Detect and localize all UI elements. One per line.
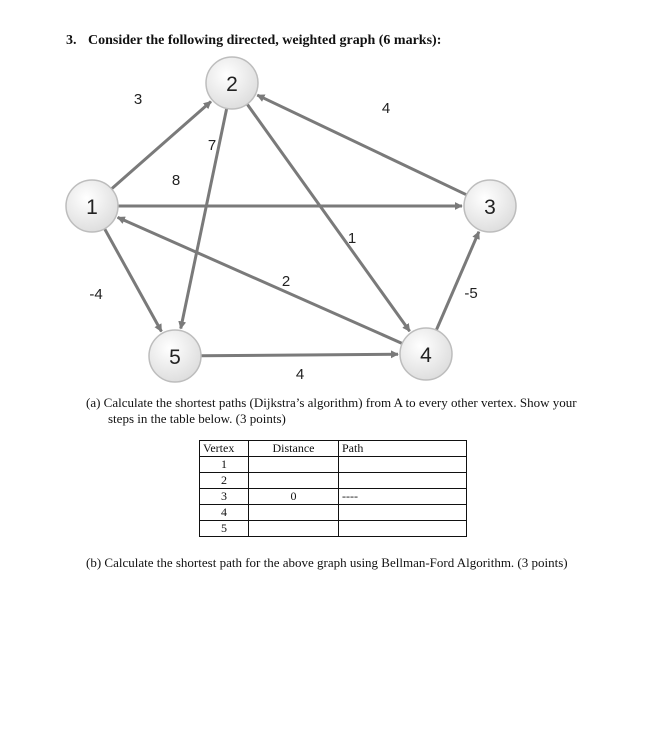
part-b: (b) Calculate the shortest path for the above graph using Bellman-Ford Algorithm. (3 points): [86, 555, 568, 570]
node-5: [149, 330, 201, 382]
header-path: Path: [339, 441, 467, 457]
node-label: 1: [86, 196, 98, 219]
edge-weight-4-to-1: 2: [281, 273, 291, 290]
edge-3-to-2: [257, 95, 466, 195]
edge-4-to-3: [436, 232, 479, 330]
node-label: 3: [484, 196, 496, 219]
cell-vertex: 3: [200, 489, 249, 505]
edge-1-to-5: [105, 229, 162, 332]
cell-path[interactable]: [339, 505, 467, 521]
edge-4-to-1: [118, 217, 403, 343]
table-header-row: [200, 441, 467, 457]
cell-vertex: 2: [200, 473, 249, 489]
header-vertex: Vertex: [200, 441, 249, 457]
node-2: [206, 57, 258, 109]
edge-weight-3-to-2: 4: [381, 100, 391, 117]
edge-5-to-4: [201, 354, 398, 356]
question-text: Consider the following directed, weighted graph (6 marks):: [88, 33, 442, 48]
cell-distance[interactable]: [249, 521, 339, 537]
question-number: 3.: [66, 33, 77, 48]
cell-distance[interactable]: 0: [249, 489, 339, 505]
table-row: [200, 489, 467, 505]
cell-vertex: 5: [200, 521, 249, 537]
table-row: [200, 505, 467, 521]
cell-vertex: 1: [200, 457, 249, 473]
cell-distance[interactable]: [249, 457, 339, 473]
dijkstra-table: [199, 440, 467, 537]
part-a-line1: (a) Calculate the shortest paths (Dijkstra’s algorithm) from A to every other vertex. Show your: [86, 395, 577, 410]
edge-weight-1-to-3: 8: [171, 172, 181, 189]
edge-1-to-2: [112, 101, 211, 188]
node-1: [66, 180, 118, 232]
table-row: [200, 457, 467, 473]
edge-weight-5-to-4: 4: [295, 366, 305, 383]
cell-path[interactable]: [339, 521, 467, 537]
cell-distance[interactable]: [249, 473, 339, 489]
node-label: 2: [226, 73, 238, 96]
edge-weight-2-to-4: 1: [347, 230, 357, 247]
cell-path[interactable]: ----: [339, 489, 467, 505]
part-a-line2: steps in the table below. (3 points): [108, 411, 286, 426]
header-distance: Distance: [249, 441, 339, 457]
edge-weight-4-to-3: -5: [464, 285, 478, 302]
edge-weight-1-to-5: -4: [89, 286, 103, 303]
edge-weight-1-to-2: 3: [133, 91, 143, 108]
node-label: 5: [169, 346, 181, 369]
cell-distance[interactable]: [249, 505, 339, 521]
cell-path[interactable]: [339, 473, 467, 489]
edge-weight-2-to-5: 7: [207, 137, 217, 154]
table-row: [200, 473, 467, 489]
table-row: [200, 521, 467, 537]
node-4: [400, 328, 452, 380]
cell-path[interactable]: [339, 457, 467, 473]
part-a: [86, 395, 631, 427]
edge-2-to-4: [247, 104, 410, 331]
edge-2-to-5: [181, 108, 227, 328]
node-label: 4: [420, 344, 432, 367]
node-3: [464, 180, 516, 232]
cell-vertex: 4: [200, 505, 249, 521]
